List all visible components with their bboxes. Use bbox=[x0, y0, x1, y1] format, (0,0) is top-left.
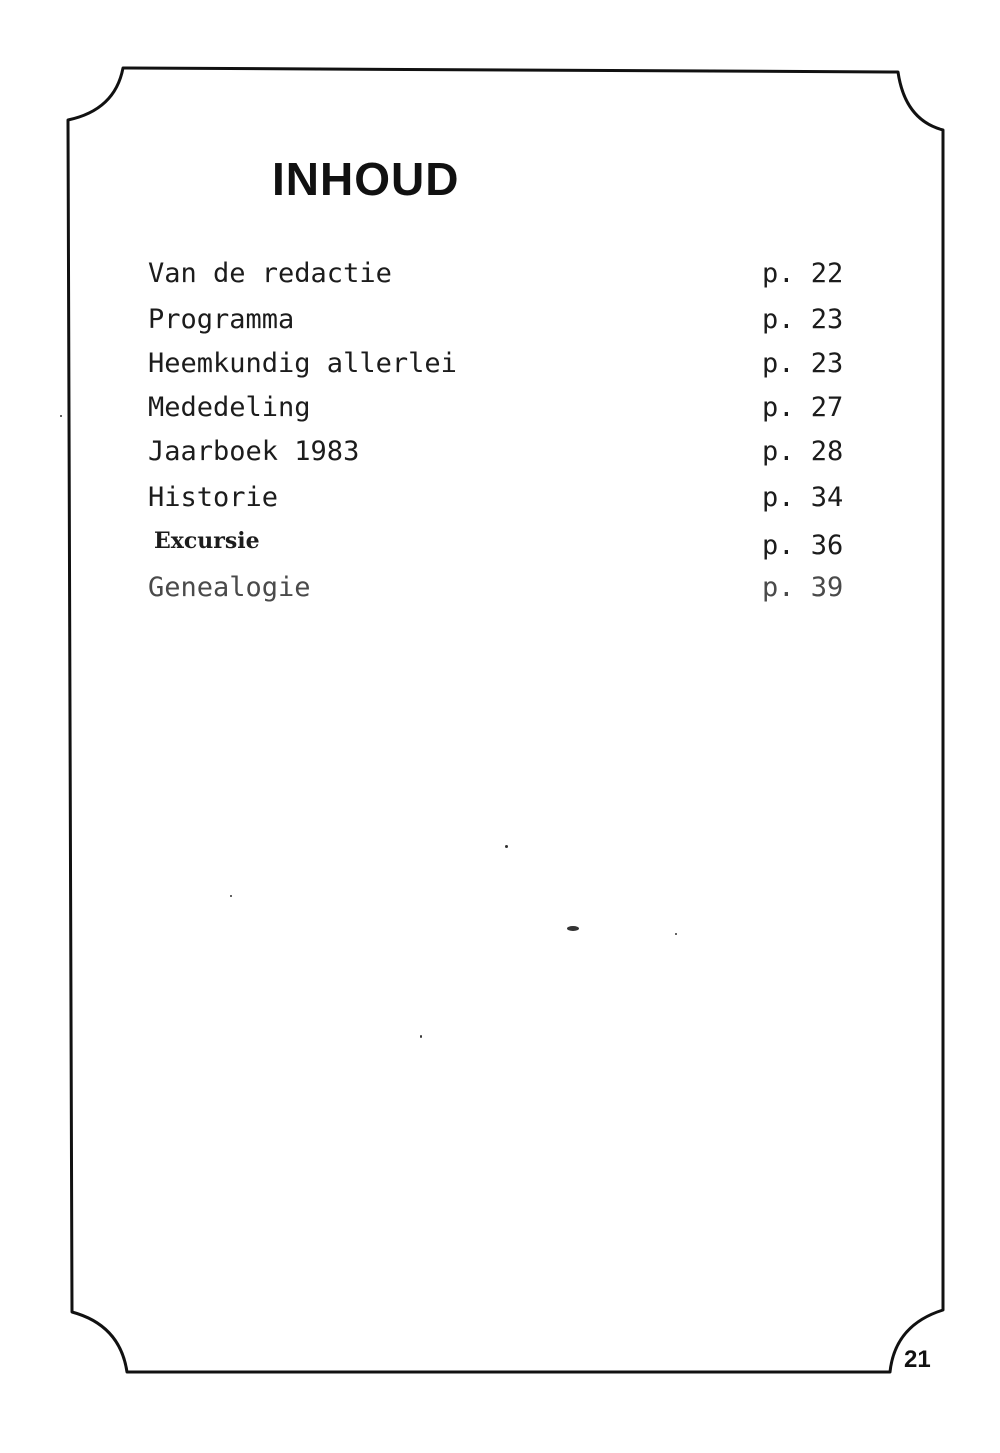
scan-speck bbox=[675, 933, 677, 935]
toc-entry-page: p. 39 bbox=[762, 572, 844, 603]
toc-entry bbox=[148, 436, 858, 476]
toc-entry-label: Genealogie bbox=[148, 572, 311, 603]
toc-entry-label: Jaarboek 1983 bbox=[148, 436, 360, 467]
toc-entry bbox=[148, 348, 858, 388]
scan-speck bbox=[505, 845, 508, 848]
toc-entry-page: p. 27 bbox=[762, 392, 844, 423]
toc-entry bbox=[148, 572, 858, 612]
toc-entry bbox=[148, 482, 858, 522]
scan-speck bbox=[567, 926, 579, 931]
toc-entry bbox=[148, 304, 858, 344]
page-title: INHOUD bbox=[272, 153, 460, 205]
page-number: 21 bbox=[904, 1346, 931, 1373]
toc-entry-page: p. 34 bbox=[762, 482, 844, 513]
toc-entry-label: Excursie bbox=[154, 528, 260, 554]
toc-entry bbox=[148, 258, 858, 298]
toc-entry bbox=[148, 524, 858, 564]
toc-entry-page: p. 36 bbox=[762, 530, 844, 561]
scan-speck bbox=[420, 1035, 422, 1038]
toc-entry-page: p. 22 bbox=[762, 258, 844, 289]
toc-entry-label: Mededeling bbox=[148, 392, 311, 423]
toc-entry bbox=[148, 392, 858, 432]
toc-entry-label: Van de redactie bbox=[148, 258, 392, 289]
toc-entry-label: Heemkundig allerlei bbox=[148, 348, 457, 379]
toc-entry-label: Programma bbox=[148, 304, 295, 335]
toc-entry-label: Historie bbox=[148, 482, 279, 513]
scan-speck bbox=[60, 415, 62, 417]
scan-speck bbox=[230, 895, 232, 897]
toc-entry-page: p. 23 bbox=[762, 304, 844, 335]
toc-entry-page: p. 23 bbox=[762, 348, 844, 379]
toc-entry-page: p. 28 bbox=[762, 436, 844, 467]
